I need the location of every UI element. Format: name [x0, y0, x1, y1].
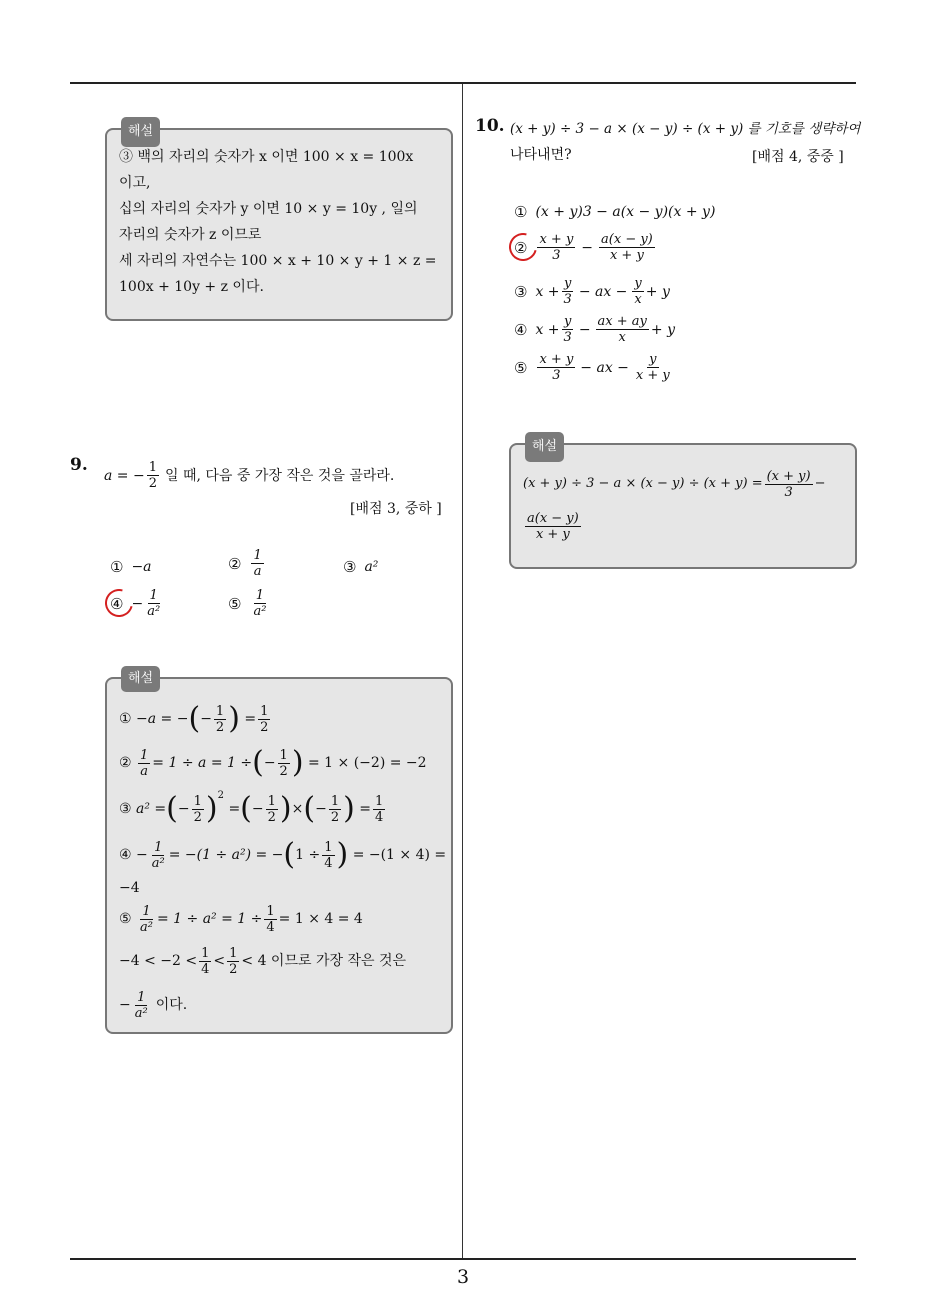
- solution-line-2: ② $\frac{1}{a}$ = 1 ÷ a = 1 ÷ ( − $\frac{1}{2}$ ) = 1 × (−2) = −2: [119, 745, 427, 780]
- question-text-10-line2: 나타내면?: [510, 147, 572, 163]
- option-mark: ①: [514, 203, 528, 221]
- option-mark: ⑤: [228, 594, 242, 613]
- solution-line-4b: −4: [119, 880, 140, 896]
- selected-answer-mark: ④: [110, 594, 124, 613]
- solution-line: 이고,: [119, 175, 151, 191]
- solution-line-7: − $\frac{1}{\text{a²}}$ 이다.: [119, 989, 188, 1021]
- fraction: $\frac{1}{\text{a²}}$: [147, 588, 161, 619]
- option-mark: ①: [110, 558, 124, 576]
- score-q9: [배점 3, 중하 ]: [350, 501, 442, 517]
- question-text-10-line1: (x + y) ÷ 3 − a × (x − y) ÷ (x + y) 를 기호를 생략하여: [510, 121, 861, 137]
- fraction: $\frac{1}{2}$: [148, 460, 157, 491]
- option-prefix: −: [131, 595, 144, 612]
- solution-line: 십의 자리의 숫자가 y 이면 10 × y = 10y , 일의: [119, 201, 418, 217]
- solution-box-q10: [509, 439, 857, 569]
- solution-tag: 해설: [121, 117, 160, 147]
- solution-line-6: −4 < −2 < $\frac{1}{4}$ < $\frac{1}{2}$ < 4 이므로 가장 작은 것은: [119, 945, 406, 977]
- question-number-9: 9.: [70, 455, 88, 475]
- option-q10-3[interactable]: ③ x + $\frac{y}{3}$ − ax − $\frac{y}{x}$ + y: [514, 276, 670, 307]
- solution-line: 자리의 숫자가 z 이므로: [119, 227, 262, 243]
- top-rule: [70, 82, 856, 84]
- q9-expr: a = −: [104, 467, 145, 484]
- solution-line-4: ④ − $\frac{1}{\text{a²}}$ = −(1 ÷ a²) = − ( 1 ÷ $\frac{1}{4}$ ) = −(1 × 4) =: [119, 837, 447, 872]
- solution-line-1: ① −a = − ( − $\frac{1}{2}$ ) = $\frac{1}{2}$: [119, 701, 269, 736]
- option-q9-4[interactable]: [110, 588, 164, 619]
- selected-answer-mark: ②: [514, 238, 528, 257]
- option-q10-5[interactable]: ⑤ $\frac{x + y}{3}$ − ax − $\frac{y}{x + y}$: [514, 352, 670, 383]
- solution-line: 100x + 10y + z 이다.: [119, 279, 264, 295]
- solution-tag: 해설: [525, 432, 564, 462]
- option-q9-1[interactable]: [110, 557, 152, 577]
- solution-box-q8: [105, 124, 453, 321]
- solution-line: ③ 백의 자리의 숫자가 x 이면 100 × x = 100x: [119, 149, 414, 165]
- score-q10: [배점 4, 중중 ]: [752, 149, 844, 165]
- fraction: $\frac{1}{\text{a²}}$: [253, 588, 267, 619]
- option-text: a²: [364, 559, 379, 575]
- option-text: −a: [131, 559, 152, 575]
- question-text-9: [104, 460, 394, 491]
- solution-line-1: (x + y) ÷ 3 − a × (x − y) ÷ (x + y) = $\frac{(x + y)}{3}$ −: [523, 468, 826, 500]
- question-number-10: 10.: [475, 116, 505, 136]
- solution-line-5: ⑤ $\frac{1}{\text{a²}}$ = 1 ÷ a² = 1 ÷ $\frac{1}{4}$ = 1 × 4 = 4: [119, 903, 363, 935]
- option-text: (x + y)3 − a(x − y)(x + y): [535, 204, 716, 220]
- option-q9-5[interactable]: [228, 588, 270, 619]
- fraction: $\frac{1}{a}$: [253, 548, 262, 579]
- option-q9-2[interactable]: [228, 548, 266, 579]
- solution-box-q9: [105, 671, 453, 1034]
- page-number: 3: [456, 1266, 470, 1288]
- q9-suffix: 일 때, 다음 중 가장 작은 것을 골라라.: [165, 467, 395, 484]
- option-q9-3[interactable]: [343, 557, 378, 577]
- solution-tag: 해설: [121, 666, 160, 692]
- option-mark: ④: [514, 320, 528, 339]
- option-mark: ③: [343, 558, 357, 576]
- option-mark: ⑤: [514, 358, 528, 377]
- solution-line: 세 자리의 자연수는 100 × x + 10 × y + 1 × z =: [119, 253, 437, 269]
- solution-line-3: ③ a² = ( − $\frac{1}{2}$ ) $^2$ = ( − $\frac{1}{2}$ ) × ( − $\frac{1}{2}$ ) = $\frac{1}{4}$: [119, 790, 384, 826]
- option-q10-2[interactable]: ② $\frac{x + y}{3}$ − $\frac{a(x - y)}{x + y}$: [514, 232, 653, 263]
- bottom-rule: [70, 1258, 856, 1260]
- option-q10-1[interactable]: [514, 202, 715, 222]
- solution-line-2: $\frac{a(x - y)}{x + y}$: [527, 510, 579, 542]
- option-mark: ②: [228, 554, 242, 573]
- option-mark: ③: [514, 282, 528, 301]
- column-divider: [462, 84, 463, 1258]
- option-q10-4[interactable]: ④ x + $\frac{y}{3}$ − $\frac{ax + ay}{x}$ + y: [514, 314, 675, 345]
